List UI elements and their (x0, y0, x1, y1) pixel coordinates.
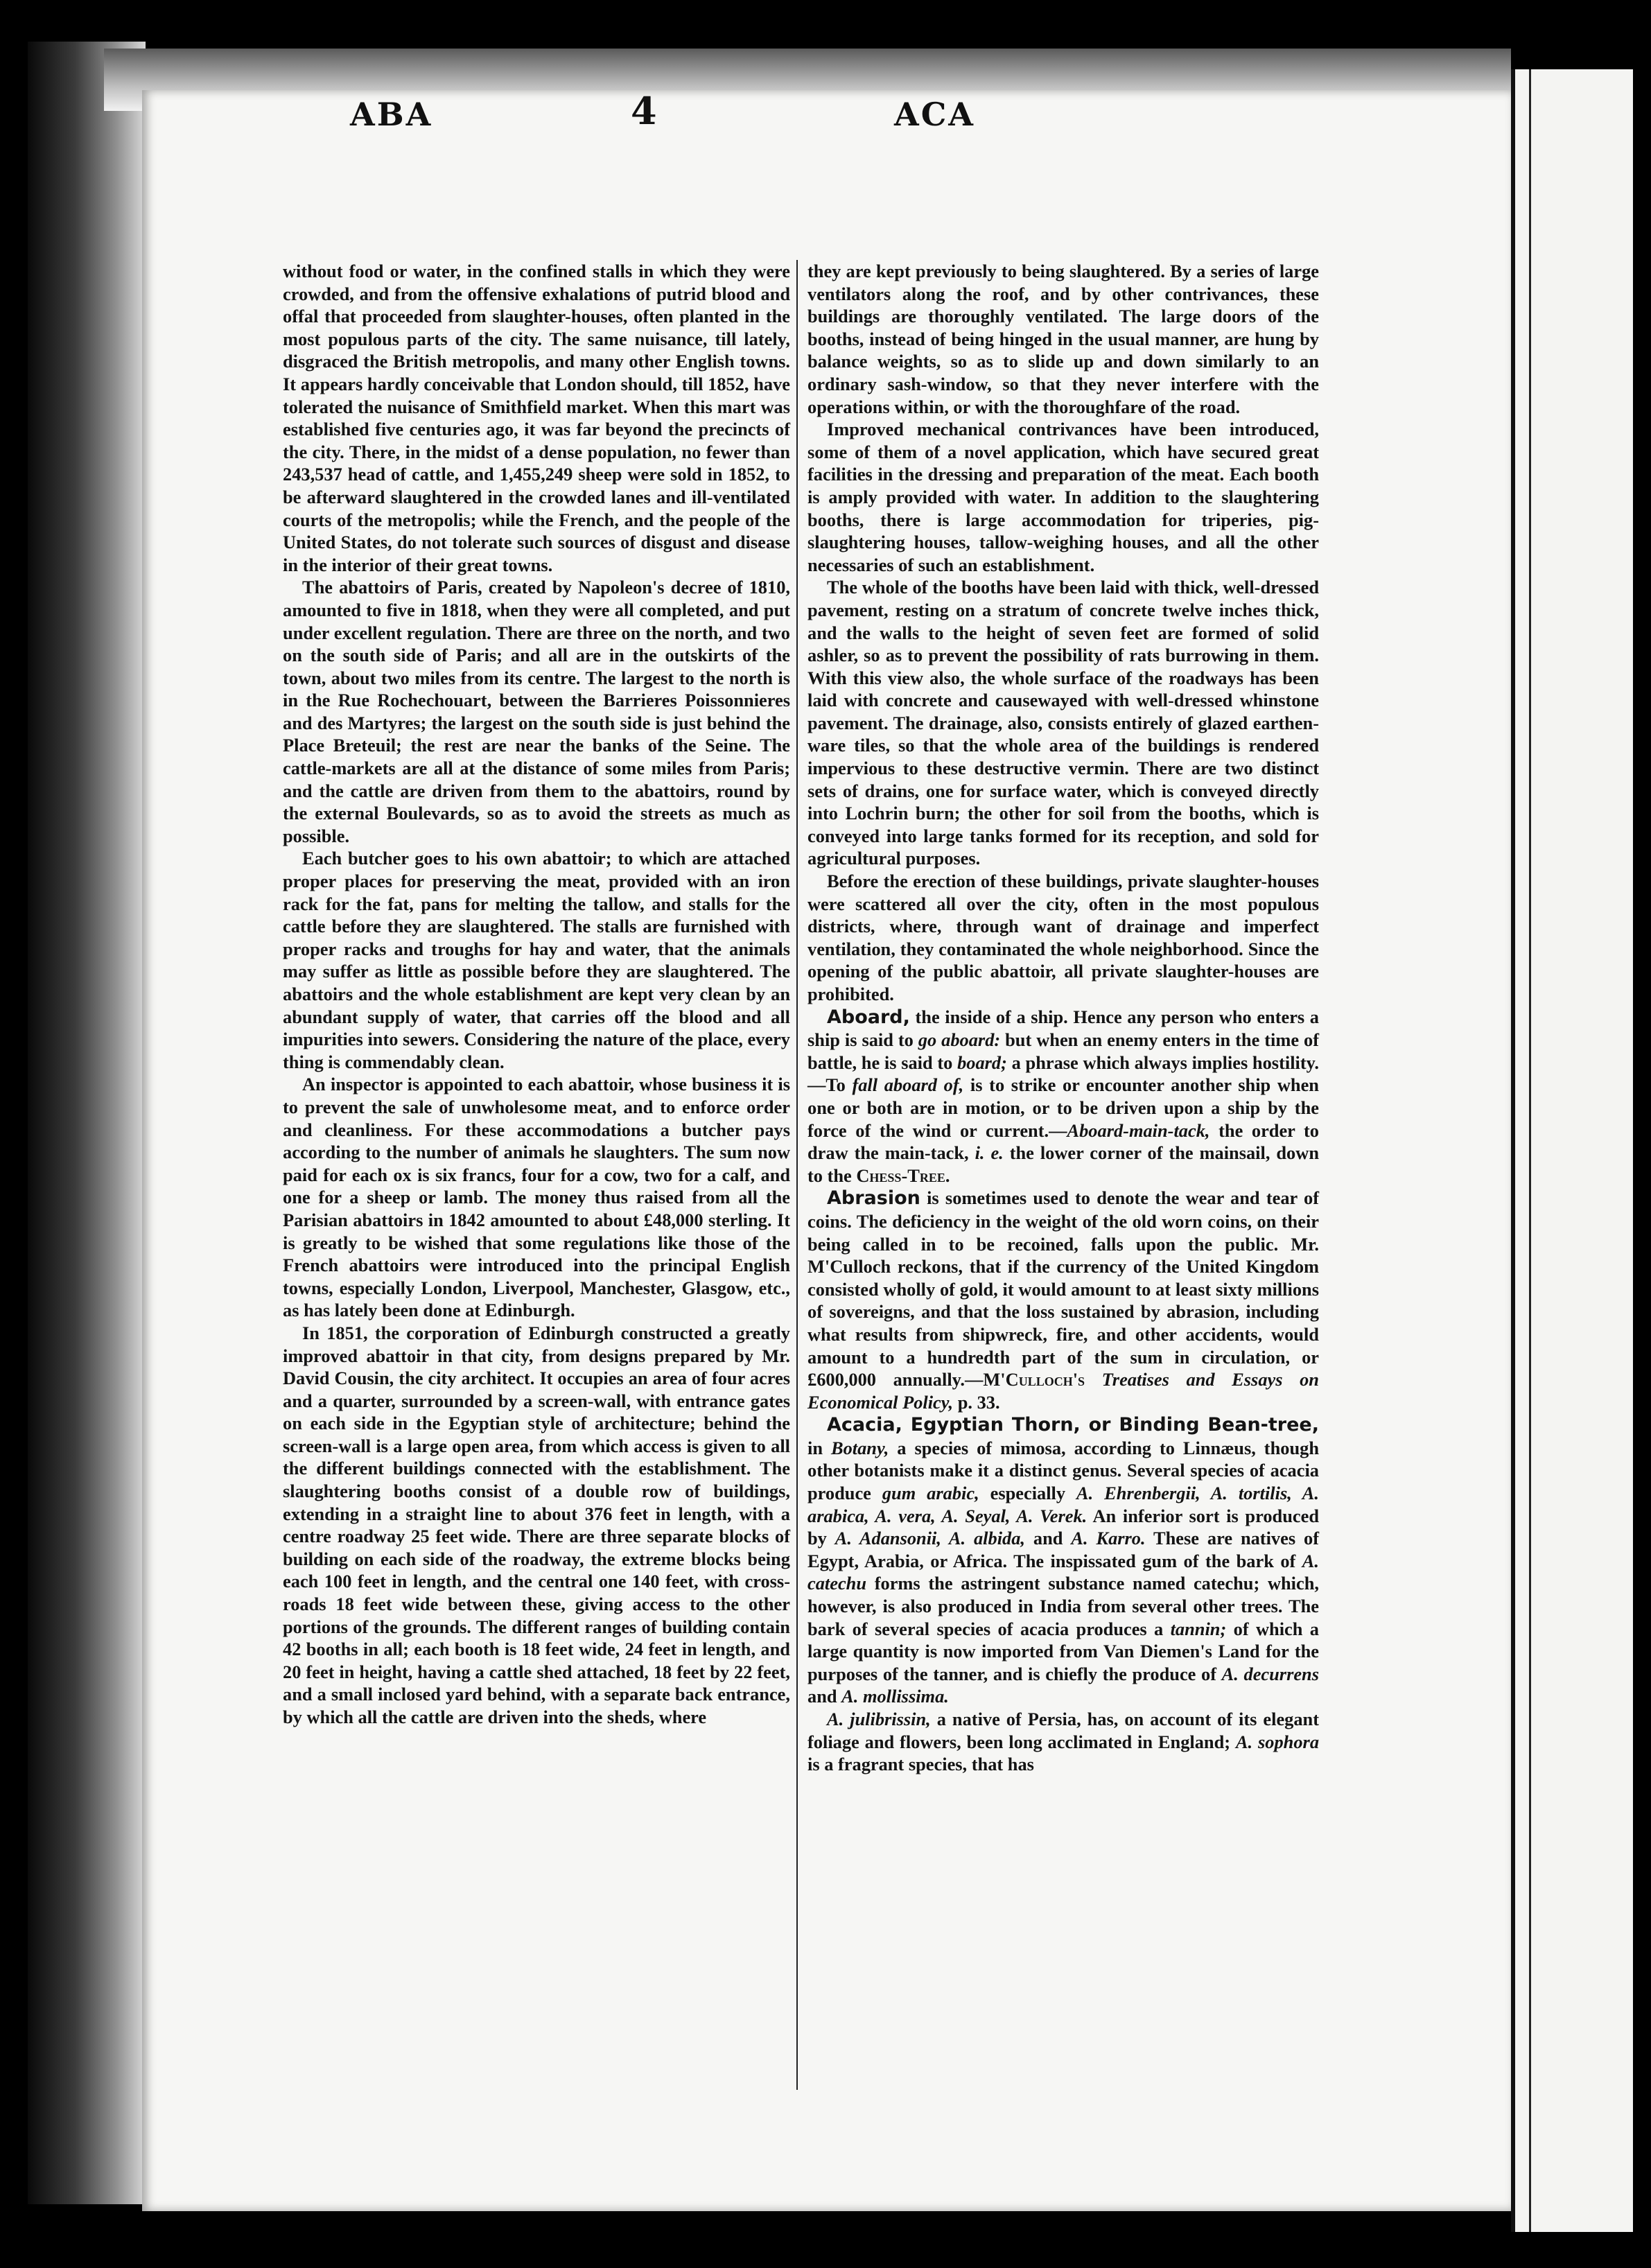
header-right-word: ACA (894, 96, 975, 133)
cross-reference: Chess-Tree. (856, 1164, 950, 1186)
entry-text: is to strike or encounter another ship when one or both are in motion, or to be driven upon a ship by the force of the wind or current.— (807, 1074, 1319, 1141)
headword: Aboard, (827, 1006, 910, 1028)
entry-italic: gum arabic, (882, 1483, 979, 1504)
entry-italic: Aboard-main-tack, (1067, 1119, 1210, 1141)
entry-italic: fall aboard of, (852, 1074, 964, 1096)
left-column (283, 260, 790, 1729)
entry-text: is a fragrant species, that has (807, 1754, 1034, 1775)
entry-italic: i. e. (975, 1142, 1004, 1164)
headword: Abrasion (827, 1187, 920, 1210)
scan-left-edge (28, 42, 146, 2204)
paragraph: Each butcher goes to his own abattoir; to which are attached proper places for preserving the meat, provided with an iron rack for the fat, pans for melting the tallow, and stalls for the cattle before they are slaughtered. The stalls are furnished with proper racks and troughs for hay and water, that the animals may suffer as little as possible before they are slaughtered. The abattoirs and the whole establishment are kept very clean by an abundant supply of water, that carries off the blood and all impurities into sewers. Considering the nature of the place, every thing is commendably clean. (283, 848, 790, 1072)
entry-italic: A. decurrens (1221, 1663, 1319, 1684)
entry-text: An inferior sort is produced by (807, 1505, 1319, 1549)
next-page-edge (1511, 69, 1633, 2232)
entry-text: and (807, 1686, 842, 1707)
entry-abrasion (807, 1187, 1319, 1413)
entry-aboard (807, 1006, 1319, 1187)
entry-text: forms the astringent substance named catechu; which, however, is also produced in India from several other trees. The bark of several species of acacia produces a (807, 1573, 1319, 1639)
entry-text: the order to draw the main-tack, (807, 1119, 1319, 1164)
page-gutter-line (1529, 69, 1531, 2232)
entry-text: a native of Persia, has, on account of its elegant foliage and flowers, been long acclimated in England; (807, 1709, 1320, 1752)
entry-text: especially (979, 1483, 1077, 1504)
entry-text: the lower corner of the mainsail, down to the (807, 1142, 1319, 1186)
entry-text: These are natives of Egypt, Arabia, or Africa. The inspissated gum of the bark of (807, 1528, 1319, 1571)
running-header (0, 0, 1369, 133)
entry-text: a phrase which always implies hostility.—To (807, 1052, 1319, 1096)
entry-italic: A. Adansonii, A. albida, (835, 1528, 1026, 1549)
entry-text: in (807, 1437, 831, 1458)
entry-acacia (807, 1413, 1319, 1708)
entry-italic: A. julibrissin, (827, 1709, 931, 1729)
right-column (807, 260, 1319, 1776)
paragraph: Before the erection of these buildings, private slaughter-houses were scattered all over the city, often in the most populous districts, where, through want of drainage and imperfect ventilation, they contaminated the whole neighborhood. Since the opening of the public abattoir, all private slaughter-houses are prohibited. (807, 871, 1319, 1004)
headword: Acacia, Egyptian Thorn, or Binding Bean-tree, (827, 1414, 1319, 1436)
column-divider (796, 260, 798, 2090)
paragraph: The whole of the booths have been laid with thick, well-dressed pavement, resting on a stratum of concrete twelve inches thick, and the walls to the height of seven feet are formed of solid ashler, so as to prevent the possibility of rats burrowing in them. With this view also, the whole surface of the roadways has been laid with concrete and causewayed with well-dressed whinstone pavement. The drainage, also, consists entirely of glazed earthen-ware tiles, so that the whole area of the buildings is rendered impervious to these destructive vermin. There are two distinct sets of drains, one for surface water, which is conveyed directly into Lochrin burn; the other for soil from the booths, which is conveyed into large tanks formed for its reception, and sold for agricultural purposes. (807, 577, 1319, 869)
entry-italic: A. Karro. (1071, 1528, 1146, 1549)
paragraph: Improved mechanical contrivances have been introduced, some of them of a novel application, which have secured great facilities in the dressing and preparation of the meat. Each booth is amply provided with water. In addition to the slaughtering booths, there is large accommodation for triperies, pig-slaughtering houses, tallow-weighing houses, and all the other necessaries of such an establishment. (807, 419, 1319, 575)
entry-text: and (1025, 1528, 1072, 1549)
entry-text: is sometimes used to denote the wear and tear of coins. The deficiency in the weight of the old worn coins, on their being called in to be recoined, falls upon the public. Mr. M'Culloch reckons, that if the currency of the United Kingdom consisted wholly of gold, it would amount to at least sixty millions of sovereigns, and that the loss sustained by abrasion, including what results from shipwreck, fire, and other accidents, would amount to a hundredth part of the sum in circulation, or £600,000 annually.— (807, 1187, 1319, 1390)
entry-text: p. 33. (953, 1391, 1000, 1413)
paragraph: In 1851, the corporation of Edinburgh constructed a greatly improved abattoir in that city, from designs prepared by Mr. David Cousin, the city architect. It occupies an area of four acres and a quarter, surrounded by a screen-wall, with entrance gates on each side in the Egyptian style of architecture; behind the screen-wall is a large open area, from which access is given to all the different buildings connected with the establishment. The slaughtering booths consist of a double row of buildings, extending in a straight line to about 376 feet in length, with a centre roadway 25 feet wide. There are three separate blocks of building on each side of the roadway, the extreme blocks being each 100 feet in length, and the central one 140 feet, with cross-roads 18 feet wide between these, giving access to the other portions of the grounds. The different ranges of building contain 42 booths in all; each booth is 18 feet wide, 24 feet in length, and 20 feet in height, having a cattle shed attached, 18 feet by 22 feet, and a small inclosed yard behind, with a separate back entrance, by which all the cattle are driven into the sheds, where (283, 1322, 790, 1727)
paragraph: they are kept previously to being slaughtered. By a series of large ventilators along the roof, and by other contrivances, these buildings are thoroughly ventilated. The large doors of the booths, instead of being hinged in the usual manner, are hung by balance weights, so as to slide up and down similarly to an ordinary sash-window, so that they never interfere with the operations within, or with the thoroughfare of the road. (807, 261, 1319, 417)
entry-italic: A. sophora (1235, 1731, 1320, 1752)
entry-text: but when an enemy enters in the time of battle, he is said to (807, 1029, 1319, 1073)
entry-text: the inside of a ship. Hence any person who enters a ship is said to (807, 1006, 1319, 1051)
citation-title: Treatises and Essays on Economical Policy, (807, 1369, 1319, 1413)
paragraph: The abattoirs of Paris, created by Napoleon's decree of 1810, amounted to five in 1818, when they were all completed, and put under excellent regulation. There are three on the north, and two on the south side of Paris; and all are in the outskirts of the town, about two miles from its centre. The largest to the north is in the Rue Rochechouart, between the Barrieres Poissonnieres and des Martyres; the largest on the south side is just behind the Place Breteuil; the rest are near the banks of the Seine. The cattle-markets are all at the distance of some miles from Paris; and the cattle are driven from them to the abattoirs, round by the external Boulevards, so as to avoid the streets as much as possible. (283, 577, 790, 846)
paragraph: without food or water, in the confined stalls in which they were crowded, and from the offensive exhalations of putrid blood and offal that proceeded from slaughter-houses, often planted in the most populous parts of the city. The same nuisance, till lately, disgraced the British metropolis, and many other English towns. It appears hardly conceivable that London should, till 1852, have tolerated the nuisance of Smithfield market. When this mart was established five centuries ago, it was far beyond the precincts of the city. There, in the midst of a dense population, no fewer than 243,537 head of cattle, and 1,455,249 sheep were sold in 1852, to be afterward slaughtered in the crowded lanes and ill-ventilated courts of the metropolis; while the French, and the people of the United States, do not tolerate such sources of disgust and disease in the interior of their great towns. (283, 261, 790, 575)
entry-julibrissin (807, 1708, 1319, 1776)
page-number: 4 (631, 89, 657, 133)
entry-italic: A. Ehrenbergii, A. tortilis, A. arabica, A. vera, A. Seyal, A. Verek. (807, 1483, 1319, 1526)
entry-italic: Botany, (830, 1437, 889, 1458)
entry-italic: go aboard: (918, 1029, 1001, 1051)
entry-italic: A. catechu (807, 1550, 1319, 1594)
entry-italic: A. mollissima. (841, 1686, 949, 1707)
entry-text: of which a large quantity is now imported from Van Diemen's Land for the purposes of the tanner, and is chiefly the produce of (807, 1618, 1319, 1684)
entry-text: a species of mimosa, according to Linnæus, though other botanists make it a distinct genus. Several species of acacia produce (807, 1437, 1319, 1504)
citation-author: M'Culloch's (983, 1369, 1085, 1390)
header-left-word: ABA (350, 96, 433, 133)
paragraph: An inspector is appointed to each abattoir, whose business it is to prevent the sale of unwholesome meat, and to enforce order and cleanliness. For these accommodations a butcher pays according to the number of animals he slaughters. The sum now paid for each ox is six francs, four for a cow, two for a calf, and one for a sheep or lamb. The money thus raised from all the Parisian abattoirs in 1842 amounted to about £48,000 sterling. It is greatly to be wished that some regulations like those of the French abattoirs were introduced into the principal English towns, especially London, Liverpool, Manchester, Glasgow, etc., as has lately been done at Edinburgh. (283, 1074, 790, 1321)
entry-italic: tannin; (1170, 1618, 1227, 1639)
entry-italic: board; (957, 1052, 1007, 1073)
